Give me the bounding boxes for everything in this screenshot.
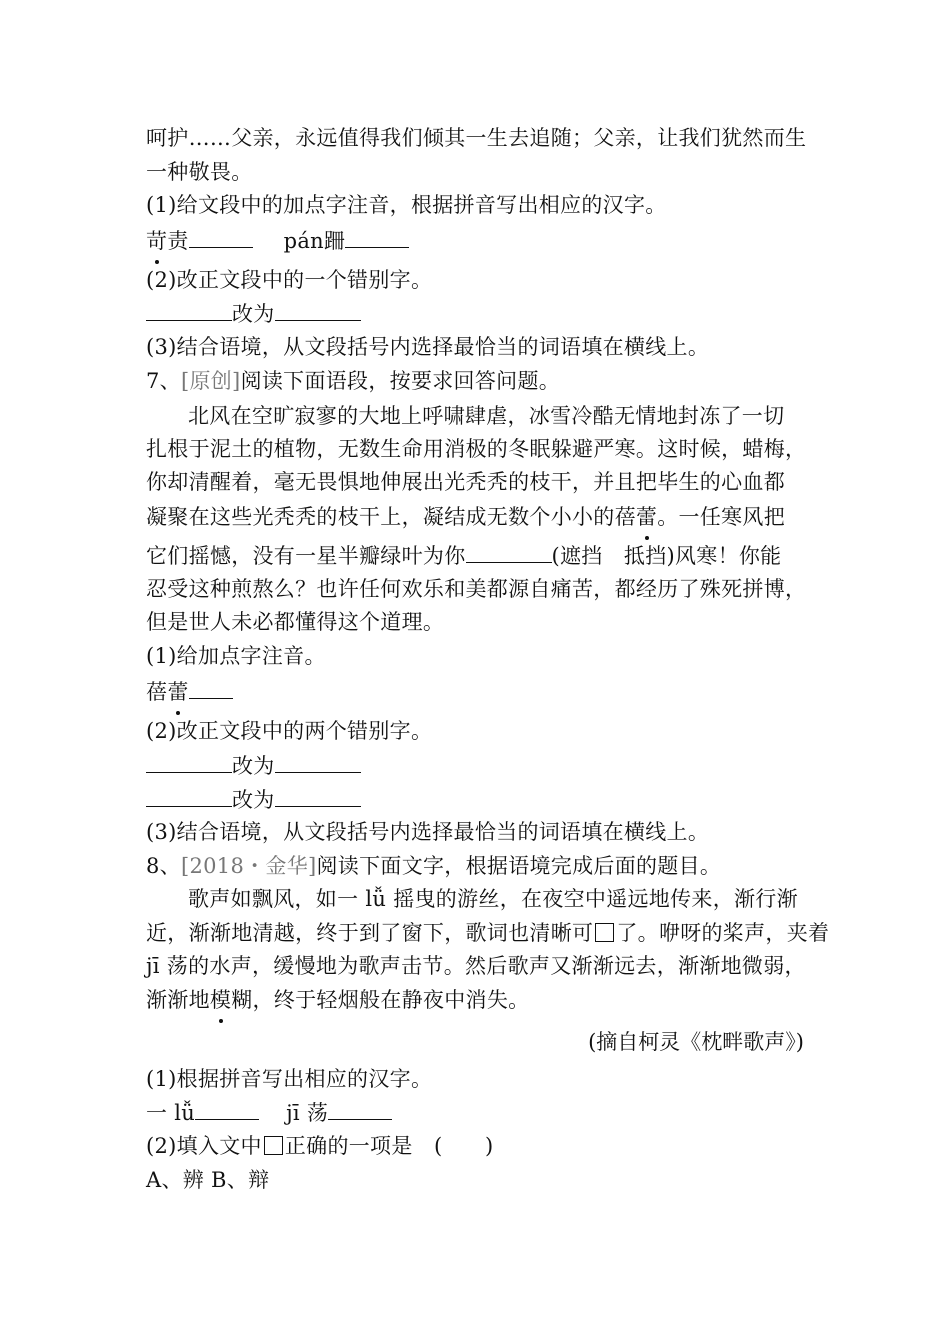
- fill-row: [146, 676, 233, 707]
- word-char: 蓓: [146, 680, 168, 704]
- word-char: 跚: [324, 229, 346, 253]
- correction-row: [146, 298, 361, 329]
- question-number: 7、: [146, 369, 181, 393]
- dotted-char: 蕾: [636, 502, 657, 532]
- sub-question-1: (1)根据拼音写出相应的汉字。: [146, 1067, 433, 1091]
- answer-blank[interactable]: [189, 676, 233, 699]
- text: 了。咿呀的桨声，夹着: [616, 921, 830, 945]
- answer-options: A、辨 B、辩: [146, 1168, 270, 1192]
- sub-question-1: (1)给加点字注音。: [146, 644, 326, 668]
- pinyin-word: 一 lǚ: [146, 1101, 196, 1125]
- citation: (摘自柯灵《枕畔歌声》): [588, 1030, 804, 1054]
- answer-blank[interactable]: [328, 1097, 392, 1120]
- passage-line: 呵护……父亲，永远值得我们倾其一生去追随；父亲，让我们犹然而生: [146, 126, 807, 150]
- question-number: 8、: [146, 854, 181, 878]
- answer-blank[interactable]: [275, 784, 361, 807]
- text: 。一任寒风把: [657, 505, 786, 529]
- text: 凝聚在这些光秃秃的枝干上，凝结成无数个小小的蓓: [146, 505, 636, 529]
- passage-line: 一种敬畏。: [146, 160, 253, 184]
- answer-blank[interactable]: [275, 298, 361, 321]
- passage-line: [146, 502, 785, 532]
- answer-blank[interactable]: [466, 540, 552, 563]
- passage-line: [146, 918, 829, 948]
- change-to-label: 改为: [232, 302, 275, 326]
- fill-row: [146, 1097, 392, 1128]
- passage-line: 忍受这种煎熬么？也许任何欢乐和美都源自痛苦，都经历了殊死拼博，: [146, 577, 807, 601]
- answer-blank[interactable]: [345, 225, 409, 248]
- passage-line: 但是世人未必都懂得这个道理。: [146, 610, 445, 634]
- text: 渐渐地: [146, 988, 210, 1012]
- text: 正确的一项是 ( ): [284, 1134, 494, 1158]
- source-tag: [原创]: [180, 369, 241, 393]
- blank-square-icon: [595, 923, 614, 942]
- answer-blank[interactable]: [275, 750, 361, 773]
- sub-question-2: [146, 1131, 494, 1161]
- text: (2)填入文中: [146, 1134, 262, 1158]
- text: 它们摇憾，没有一星半瓣绿叶为你: [146, 544, 466, 568]
- change-to-label: 改为: [232, 788, 275, 812]
- text: 近，渐渐地清越，终于到了窗下，歌词也清晰可: [146, 921, 594, 945]
- answer-blank[interactable]: [146, 750, 232, 773]
- answer-blank[interactable]: [195, 1097, 259, 1120]
- question-7-heading: [146, 366, 560, 396]
- correction-row: [146, 784, 361, 815]
- sub-question-1: (1)给文段中的加点字注音，根据拼音写出相应的汉字。: [146, 193, 667, 217]
- change-to-label: 改为: [232, 754, 275, 778]
- pinyin: pán: [283, 229, 324, 253]
- passage-line: 扎根于泥土的植物，无数生命用消极的冬眠躲避严寒。这时候，蜡梅，: [146, 437, 807, 461]
- answer-blank[interactable]: [189, 225, 253, 248]
- blank-square-icon: [264, 1136, 283, 1155]
- passage-line: 北风在空旷寂寥的大地上呼啸肆虐，冰雪冷酷无情地封冻了一切: [188, 404, 785, 428]
- word-rest: 责: [167, 229, 189, 253]
- dotted-char: 蕾: [167, 677, 188, 707]
- passage-line: [146, 540, 782, 571]
- answer-blank[interactable]: [146, 298, 232, 321]
- question-8-heading: [146, 851, 721, 881]
- passage-line: 歌声如飘风，如一 lǚ 摇曳的游丝，在夜空中遥远地传来，渐行渐: [188, 887, 798, 911]
- source-tag: [2018・金华]: [180, 854, 317, 878]
- dotted-char: 苛: [146, 226, 167, 256]
- sub-question-3: (3)结合语境，从文段括号内选择最恰当的词语填在横线上。: [146, 335, 710, 359]
- correction-row: [146, 750, 361, 781]
- sub-question-3: (3)结合语境，从文段括号内选择最恰当的词语填在横线上。: [146, 820, 710, 844]
- text: 糊，终于轻烟般在静夜中消失。: [231, 988, 530, 1012]
- pinyin-word: jī 荡: [286, 1101, 329, 1125]
- question-text: 阅读下面语段，按要求回答问题。: [240, 369, 561, 393]
- passage-line: 你却清醒着，毫无畏惧地伸展出光秃秃的枝干，并且把毕生的心血都: [146, 470, 785, 494]
- passage-line: [146, 985, 529, 1015]
- question-text: 阅读下面文字，根据语境完成后面的题目。: [316, 854, 722, 878]
- sub-question-2: (2)改正文段中的一个错别字。: [146, 268, 433, 292]
- dotted-char: 模: [210, 985, 231, 1015]
- passage-line: jī 荡的水声，缓慢地为歌声击节。然后歌声又渐渐远去，渐渐地微弱，: [146, 954, 806, 978]
- sub-question-2: (2)改正文段中的两个错别字。: [146, 719, 433, 743]
- answer-blank[interactable]: [146, 784, 232, 807]
- text: (遮挡 抵挡)风寒！你能: [551, 544, 782, 568]
- fill-row: [146, 225, 409, 256]
